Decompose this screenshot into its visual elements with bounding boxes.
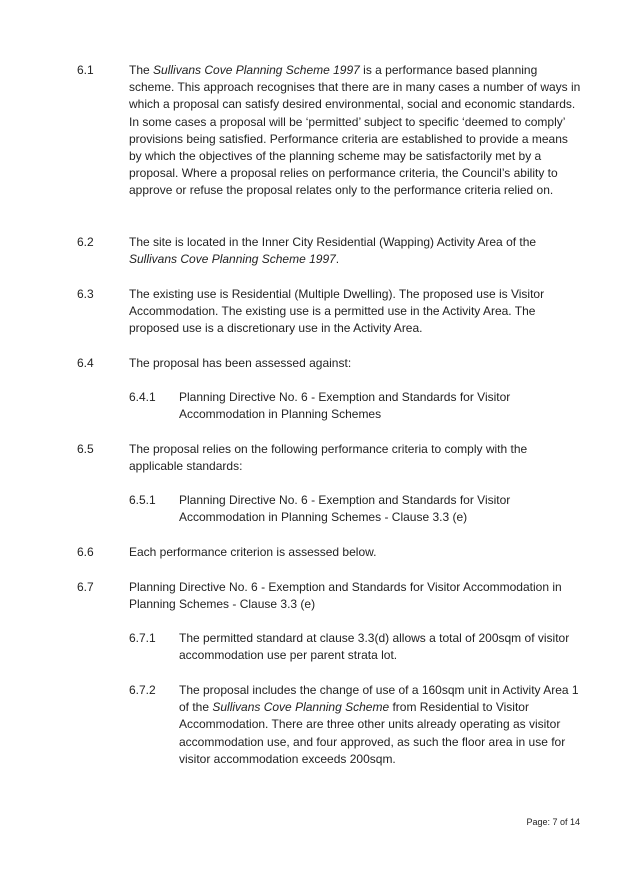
paragraph-text: Planning Directive No. 6 - Exemption and Standards for Visitor Accommodation in Planning Schemes - Clause 3.3 (e) (179, 493, 511, 525)
paragraph-number: 6.7 (77, 580, 94, 594)
paragraph-number: 6.4 (77, 356, 94, 370)
text-run: The site is located in the Inner City Residential (Wapping) Activity Area of the (129, 235, 537, 249)
paragraph-number: 6.4.1 (129, 390, 156, 404)
text-run: The (129, 63, 154, 77)
text-run: . (335, 252, 340, 267)
text-run: from Residential to Visitor Accommodation. There are three other units already operating as visitor accommodation use, and four approved, as such the floor area in use for visitor accommodation exceeds 200sqm. (179, 700, 566, 766)
scheme-title: Sullivans Cove Planning Scheme 1997 (153, 63, 360, 77)
text-run: The proposal includes the change of use of a 160sqm unit in Activity Area 1 of the (179, 683, 579, 715)
paragraph-number: 6.5 (77, 442, 94, 456)
scheme-title: Sullivans Cove Planning Scheme 1997 (129, 252, 336, 267)
paragraph-text: Planning Directive No. 6 - Exemption and Standards for Visitor Accommodation in Planning Schemes (179, 390, 511, 422)
paragraph-number: 6.6 (77, 545, 94, 559)
paragraph-text: The existing use is Residential (Multiple Dwelling). The proposed use is Visitor Accommodation. The existing use is a permitted use in the Activity Area. The proposed use is a discretionary use in the Activity Area. (129, 287, 545, 336)
paragraph-text: The proposal relies on the following performance criteria to comply with the applicable standards: (129, 442, 528, 474)
paragraph-text (129, 62, 581, 200)
paragraph-text (129, 234, 581, 268)
paragraph-text: The proposal has been assessed against: (129, 356, 352, 370)
paragraph-number: 6.5.1 (129, 493, 156, 507)
paragraph-text: The permitted standard at clause 3.3(d) allows a total of 200sqm of visitor accommodation use per parent strata lot. (179, 631, 570, 663)
paragraph-text: Planning Directive No. 6 - Exemption and Standards for Visitor Accommodation in Planning Schemes - Clause 3.3 (e) (129, 580, 562, 612)
paragraph-number: 6.7.1 (129, 631, 156, 645)
paragraph-number: 6.2 (77, 235, 94, 249)
paragraph-number: 6.3 (77, 287, 94, 301)
paragraph-text: Each performance criterion is assessed below. (129, 545, 377, 559)
paragraph-number: 6.1 (77, 63, 94, 77)
scheme-title: Sullivans Cove Planning Scheme (212, 700, 390, 715)
text-run: is a performance based planning scheme. This approach recognises that there are in many cases a number of ways in which a proposal can satisfy desired environmental, social and economic standards. In some cases a proposal will be ‘permitted’ subject to specific ‘deemed to comply’ provisions being satisfied. Performance criteria are established to provide a means by which the objectives of the planning scheme may be satisfactorily met by a proposal. Where a proposal relies on performance criteria, the Council’s ability to approve or refuse the proposal relates only to the performance criteria relied on. (129, 63, 581, 198)
paragraph-text (179, 682, 581, 768)
page-number-footer: Page: 7 of 14 (526, 817, 580, 827)
paragraph-number: 6.7.2 (129, 683, 156, 697)
